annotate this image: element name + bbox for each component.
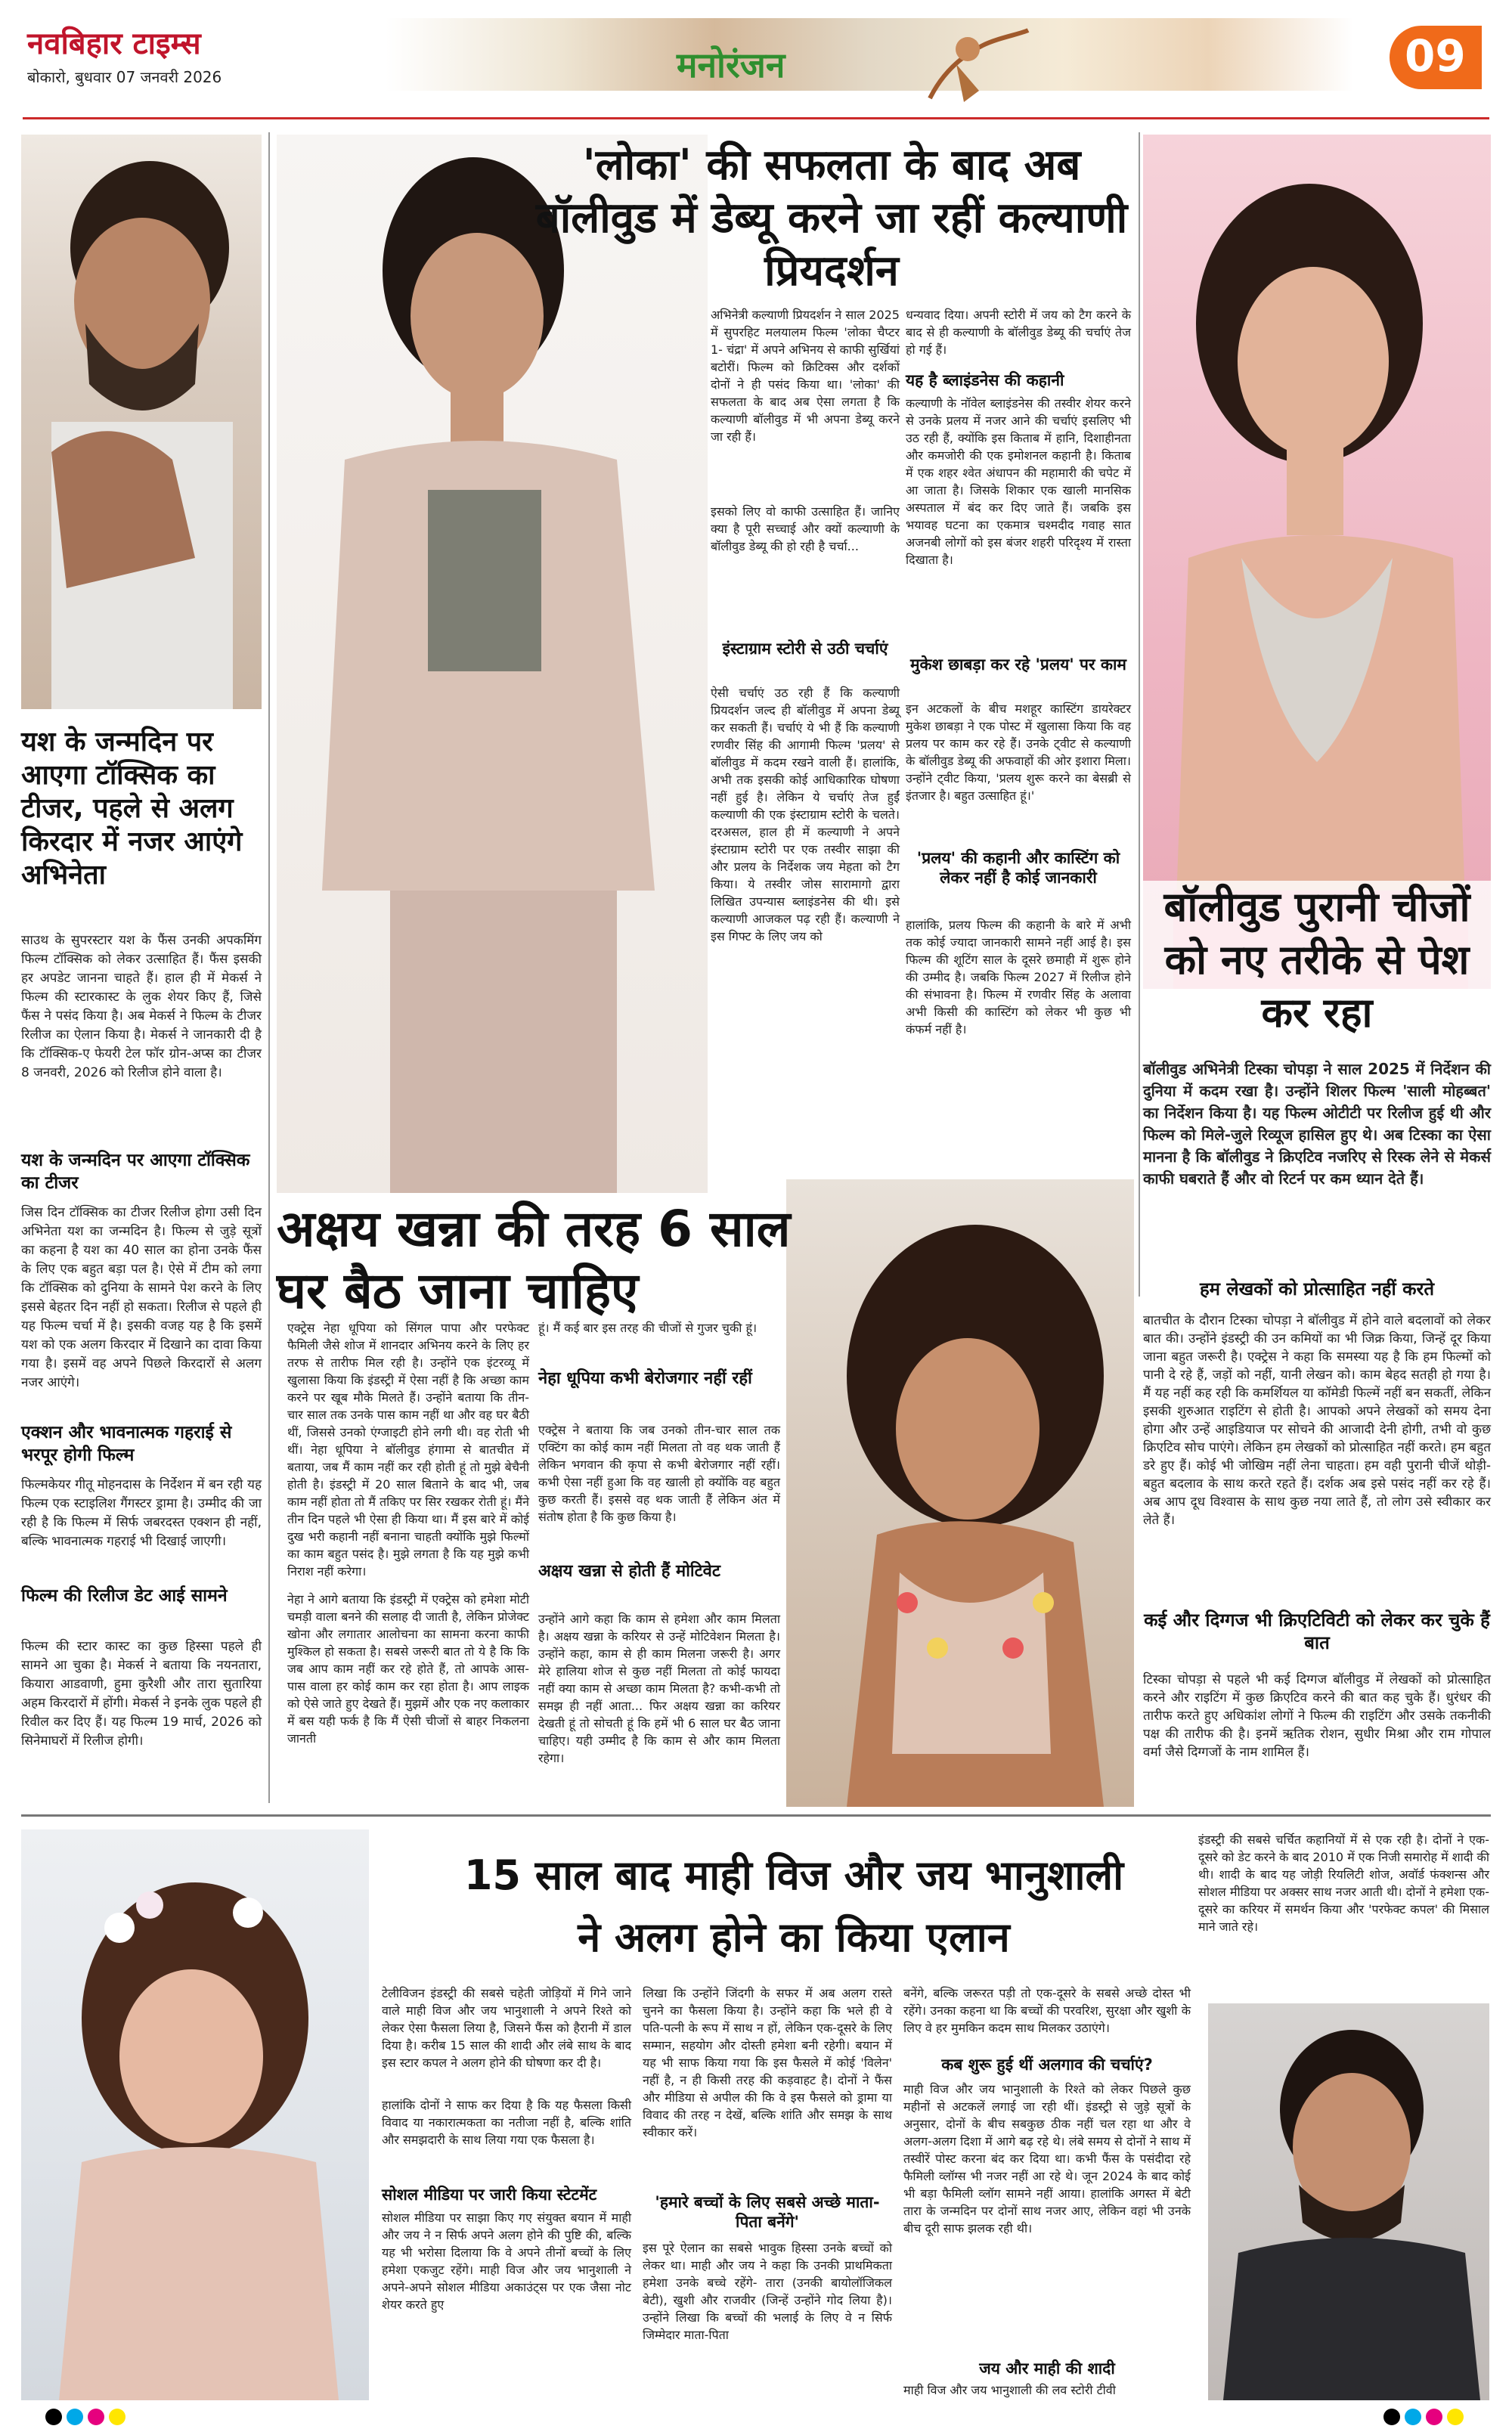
mahi-para-3: सोशल मीडिया पर साझा किए गए संयुक्त बयान में माही और जय ने न सिर्फ अपने अलग होने की पुष्टि की, बल्कि यह भी भरोसा दिलाया कि वे अपने तीनों बच्चों के लिए हमेशा एकजुट रहेंगे। माही विज और जय भानुशाली ने अपने-अपने सोशल मीडिया अकाउंट्स पर एक जैसा नोट शेयर करते हुए xyxy=(382,2211,631,2312)
neha-portrait-icon xyxy=(786,1179,1134,1807)
neha-para-1: एक्ट्रेस नेहा धूपिया को सिंगल पापा और परफेक्ट फैमिली जैसे शोज में शानदार अभिनय करने के लिए हर तरफ से तारीफ मिल रही है। उन्होंने एक इंटरव्यू में खुलासा किया कि इंडस्ट्री में ऐसा नहीं है कि अच्छा काम करने पर खूब मौके मिलते हैं। उन्होंने बताया कि तीन-चार साल तक उनके पास काम नहीं था और वह घर बैठी थीं, जिससे उनको एंग्जाइटी होने लगी थी। वह रोती भी थीं। नेहा धूपिया ने बॉलीवुड हंगामा से बातचीत में बताया, जब मैं काम नहीं कर रही होती हूं तो मुझे बेचैनी होती है। इंडस्ट्री में 20 साल बिताने के बाद भी, जब काम नहीं होता तो मैं तकिए पर सिर रखकर रोती हूं। मैंने तीन दिन पहले भी ऐसा ही किया था। मैं इस बारे में कोई दुख भरी कहानी नहीं बनाना चाहती क्योंकि मुझे फिल्मों का काम बहुत पसंद है। मुझे लगता है कि यह मुझे कभी निराश नहीं करेगा। xyxy=(287,1321,529,1579)
jay-portrait-icon xyxy=(1208,2003,1489,2400)
mahi-para-7: माही विज और जय भानुशाली के रिश्ते को लेकर पिछले कुछ महीनों से अटकलें लगाई जा रही थीं। इंडस्ट्री से जुड़े सूत्रों के अनुसार, दोनों के बीच सबकुछ ठीक नहीं चल रहा था और वे अलग-अलग दिशा में आगे बढ़ रहे थे। लंबे समय से दोनों ने साथ में तस्वीरें पोस्ट करना बंद कर दिया था। कभी फैंस के पसंदीदा रहे फैमिली व्लॉग्स भी नजर नहीं आ रहे थे। जून 2024 के बाद कोई भी बड़ा फैमिली व्लॉग सामने नहीं आया। हालांकि अगस्त में बेटी तारा के जन्मदिन पर दोनों साथ नजर आए, लेकिन वहां भी उनके बीच दूरी साफ झलक रही थी। xyxy=(903,2082,1191,2235)
jay-photo xyxy=(1208,2003,1489,2400)
section-divider xyxy=(21,1814,1491,1817)
registration-mark xyxy=(109,2409,125,2425)
masthead-collage xyxy=(386,18,1353,91)
registration-mark xyxy=(88,2409,104,2425)
flute-figure-icon xyxy=(915,23,1036,106)
tisca-para-1: बातचीत के दौरान टिस्का चोपड़ा ने बॉलीवुड में होने वाले बदलावों को लेकर बात की। उन्होंने इंडस्ट्री की उन कमियों का भी जिक्र किया, जिन्हें दूर किया जाना बहुत जरूरी है। एक्ट्रेस ने कहा कि समस्या यह है कि हम फिल्मों को पानी दे रहे हैं, जड़ों को नहीं, यानी लेखन को। काम बेहद सतही हो गया है। मैं यह नहीं कह रही कि कमर्शियल या कॉमेडी फिल्में नहीं बन सकतीं, लेकिन इसकी शुरुआत राइटिंग से होती है। आपको अपने लेखकों को समय देना होगा और उन्हें आइडियाज पर सोचने की आजादी देनी होगी, तभी वो कुछ क्रिएटिव सोच पाएंगे। लेकिन हम लेखकों को प्रोत्साहित नहीं करते। हम बहुत डरे हुए हैं। कोई भी जोखिम नहीं लेना चाहता। हम वही पुरानी चीजें थोड़ी-बहुत बदलाव के साथ करते रहते हैं। दर्शक अब इसे पसंद नहीं कर रहे हैं। अब आप दूध विश्वास के साथ कुछ नया लाते हैं, तो लोग उसे स्वीकार कर लेते हैं। xyxy=(1143,1313,1491,1528)
yash-para-2: जिस दिन टॉक्सिक का टीजर रिलीज होगा उसी दिन अभिनेता यश का जन्मदिन है। फिल्म से जुड़े सूत्रों का कहना है यश का 40 साल का होना उनके फैंस के लिए एक बहुत बड़ा पल है। ऐसे में टीम को लगा कि टॉक्सिक को दुनिया के सामने पेश करने के लिए इससे बेहतर दिन नहीं हो सकता। रिलीज से पहले ही यह फिल्म चर्चा में है। इसकी वजह यह है कि इसमें यश को एक अलग किरदार में दिखाने का दावा किया गया है। इसमें वह अपने पिछले किरदारों से अलग नजर आएंगे। xyxy=(21,1205,262,1390)
kalyani-headline: 'लोका' की सफलता के बाद अब बॉलीवुड में डेब्यू करने जा रहीं कल्याणी प्रियदर्शन xyxy=(535,141,1128,296)
tisca-lead: बॉलीवुड अभिनेत्री टिस्का चोपड़ा ने साल 2025 में निर्देशन की दुनिया में कदम रखा है। उन्होंने शिलर फिल्म 'साली मोहब्बत' का निर्देशन किया है। यह फिल्म ओटीटी पर रिलीज हुई थी और फिल्म को मिले-जुले रिव्यूज हासिल हुए थे। अब टिस्का का ऐसा मानना है कि बॉलीवुड ने क्रिएटिव नजरिए से रिस्क लेने से मेकर्स काफी घबराते हैं और वो रिटर्न पर कम ध्यान देते हैं। xyxy=(1143,1060,1491,1188)
registration-mark xyxy=(1405,2409,1421,2425)
kalyani-para-6: इन अटकलों के बीच मशहूर कास्टिंग डायरेक्टर मुकेश छाबड़ा ने एक पोस्ट में खुलासा किया कि वह प्रलय पर काम कर रहे हैं। उनके ट्वीट से कल्याणी के बॉलीवुड डेब्यू की अफवाहों की ओर इशारा मिला। उन्होंने ट्वीट किया, 'प्रलय शुरू करने का बेसब्री से इंतजार है। बहुत उत्साहित हूं।' xyxy=(906,702,1131,803)
neha-para-2: नेहा ने आगे बताया कि इंडस्ट्री में एक्ट्रेस को हमेशा मोटी चमड़ी वाला बनने की सलाह दी जाती है, लेकिन प्रोजेक्ट खोना और लगातार आलोचना का सामना करना काफी मुश्किल हो सकता है। सबसे जरूरी बात तो ये है कि कि जब आप काम नहीं कर रहे होते हैं, तो आपके आस-पास वाला हर कोई काम कर रहा होता है। आप लाइक को ऐसे जाते हुए देखते हैं। मुझमें और एक नए कलाकार में बस यही फर्क है कि मैं ऐसी चीजों से बाहर निकलना जानती xyxy=(287,1592,529,1746)
neha-subhead-2: अक्षय खन्ना से होती हैं मोटिवेट xyxy=(538,1562,721,1581)
kalyani-subhead-4: 'प्रलय' की कहानी और कास्टिंग को लेकर नहीं है कोई जानकारी xyxy=(916,849,1120,887)
kalyani-para-3: ऐसी चर्चाएं उठ रही हैं कि कल्याणी प्रियदर्शन जल्द ही बॉलीवुड में अपना डेब्यू कर सकती हैं। चर्चाएं ये भी हैं कि कल्याणी रणवीर सिंह की आगामी फिल्म 'प्रलय' से बॉलीवुड में कदम रखने वाली हैं। हालांकि, अभी तक इसकी कोई आधिकारिक घोषणा नहीं हुई है। लेकिन ये चर्चाएं तेज हुईं कल्याणी की एक इंस्टाग्राम स्टोरी के चलते। दरअसल, हाल ही में कल्याणी ने अपने इंस्टाग्राम स्टोरी पर एक तस्वीर साझा की और प्रलय के निर्देशक जय मेहता को टैग किया। ये तस्वीर जोस सारामागो द्वारा लिखित उपन्यास ब्लाइंडनेस की थी। इसे कल्याणी आजकल पढ़ रही हैं। कल्याणी ने इस गिफ्ट के लिए जय को xyxy=(711,686,900,943)
paper-name: नवबिहार टाइम्स xyxy=(27,26,201,61)
yash-subhead-3: फिल्म की रिलीज डेट आई सामने xyxy=(21,1586,228,1606)
neha-para-4: एक्ट्रेस ने बताया कि जब उनको तीन-चार साल तक एक्टिंग का कोई काम नहीं मिलता तो वह थक जाती हैं लेकिन भगवान की कृपा से कभी बेरोजगार नहीं रहीं। कभी ऐसा नहीं हुआ कि वह खाली हो क्योंकि वह बहुत कुछ करती हैं। इससे वह थक जाती हैं लेकिन अंत में संतोष होता है कि कुछ किया है। xyxy=(538,1423,780,1524)
neha-para-5: उन्होंने आगे कहा कि काम से हमेशा और काम मिलता है। अक्षय खन्ना के करियर से उन्हें मोटिवेशन मिलता है। उन्होंने कहा, काम से ही काम मिलना जरूरी है। अगर मेरे हालिया शोज से कुछ नहीं मिलता तो कोई फायदा नहीं क्या काम से अच्छा काम मिलता है? कभी-कभी तो समझ ही नहीं आता... फिर अक्षय खन्ना का करियर देखती हूं तो सोचती हूं कि हमें भी 6 साल घर बैठ जाना चाहिए। यही उम्मीद है कि काम से और काम मिलता रहेगा। xyxy=(538,1612,780,1765)
neha-photo xyxy=(786,1179,1134,1807)
mahi-headline-2: ने अलग होने का किया एलान xyxy=(578,1913,1010,1961)
registration-mark xyxy=(67,2409,83,2425)
yash-subhead-2: एक्शन और भावनात्मक गहराई से भरपूर होगी फिल्म xyxy=(21,1423,232,1465)
section-label: मनोरंजन xyxy=(677,45,785,85)
tisca-para-2: टिस्का चोपड़ा से पहले भी कई दिग्गज बॉलीवुड में लेखकों को प्रोत्साहित करने और राइटिंग में कुछ क्रिएटिव करने की बात कह चुके हैं। धुरंधर की तारीफ करते हुए अधिकांश लोगों ने फिल्म की राइटिंग और उसके तकनीकी पक्ष की तारीफ की है। इनमें ऋतिक रोशन, सुधीर मिश्रा और राम गोपाल वर्मा जैसे दिग्गजों के नाम शामिल हैं। xyxy=(1143,1672,1491,1760)
yash-para-4: फिल्म की स्टार कास्ट का कुछ हिस्सा पहले ही सामने आ चुका है। मेकर्स ने बताया कि नयनतारा, कियारा आडवाणी, हुमा कुरैशी और तारा सुतारिया अहम किरदारों में होंगी। मेकर्स ने इनके लुक पहले ही रिवील कर दिए हैं। यह फिल्म 19 मार्च, 2026 को सिनेमाघरों में रिलीज होगी। xyxy=(21,1639,262,1749)
yash-subhead-1: यश के जन्मदिन पर आएगा टॉक्सिक का टीजर xyxy=(21,1151,250,1193)
page-number: 09 xyxy=(1405,30,1466,82)
mahi-para-2: हालांकि दोनों ने साफ कर दिया है कि यह फैसला किसी विवाद या नकारात्मकता का नतीजा नहीं है, बल्कि शांति और समझदारी के साथ लिया गया एक फैसला है। xyxy=(382,2098,631,2147)
kalyani-subhead-2: यह है ब्लाइंडनेस की कहानी xyxy=(906,371,1064,389)
kalyani-para-5: कल्याणी के नॉवेल ब्लाइंडनेस की तस्वीर शेयर करने से उनके प्रलय में नजर आने की चर्चाएं इसलिए भी उठ रही हैं, क्योंकि इस किताब में हानि, दिशाहीनता और कमजोरी की एक इमोशनल कहानी है। किताब में एक शहर श्वेत अंधापन की महामारी की चपेट में आ जाता है। जिसके शिकार एक खाली मानसिक अस्पताल में बंद कर दिए जाते हैं। जबकि इस भयावह घटना का एकमात्र चश्मदीद गवाह सात अजनबी लोगों को इस बंजर शहरी परिदृश्य में रास्ता दिखाता है। xyxy=(906,396,1131,567)
mahi-subhead-3: कब शुरू हुई थीं अलगाव की चर्चाएं? xyxy=(941,2056,1153,2074)
mahi-para-5: इस पूरे ऐलान का सबसे भावुक हिस्सा उनके बच्चों को लेकर था। माही और जय ने कहा कि उनकी प्राथमिकता हमेशा उनके बच्चे रहेंगे- तारा (उनकी बायोलॉजिकल बेटी), खुशी और राजवीर (जिन्हें उन्होंने गोद लिया है)। उन्होंने लिखा कि बच्चों की भलाई के लिए वे न सिर्फ जिम्मेदार माता-पिता xyxy=(643,2241,892,2342)
yash-photo xyxy=(21,135,262,709)
mahi-para-4: लिखा कि उन्होंने जिंदगी के सफर में अब अलग रास्ते चुनने का फैसला किया है। उन्होंने कहा कि भले ही वे पति-पत्नी के रूप में साथ न हों, लेकिन एक-दूसरे के लिए सम्मान, सहयोग और दोस्ती हमेशा बनी रहेगी। बयान में यह भी साफ किया गया कि इस फैसले में कोई 'विलेन' नहीं है, न ही किसी तरह की कड़वाहट है। दोनों ने फैंस और मीडिया से अपील की कि वे इस फैसले को ड्रामा या विवाद की तरह न देखें, बल्कि शांति और समझ के साथ स्वीकार करें। xyxy=(643,1986,892,2139)
mahi-subhead-1: सोशल मीडिया पर जारी किया स्टेटमेंट xyxy=(382,2186,597,2204)
kalyani-para-1: अभिनेत्री कल्याणी प्रियदर्शन ने साल 2025 में सुपरहिट मलयालम फिल्म 'लोका चैप्टर 1- चंद्रा' में अपने अभिनय से काफी सुर्खियां बटोरीं। फिल्म को क्रिटिक्स और दर्शकों दोनों ने ही पसंद किया था। 'लोका' की सफलता के बाद अब ऐसा लगता है कि कल्याणी बॉलीवुड में भी अपना डेब्यू करने जा रही हैं। xyxy=(711,308,900,444)
mahi-para-9: इंडस्ट्री की सबसे चर्चित कहानियों में से एक रही है। दोनों ने एक-दूसरे को डेट करने के बाद 2010 में एक निजी समारोह में शादी की थी। शादी के बाद यह जोड़ी रियलिटी शोज, अवॉर्ड फंक्शन्स और सोशल मीडिया पर अक्सर साथ नजर आती थी। दोनों ने हमेशा एक-दूसरे का करियर में समर्थन किया और 'परफेक्ट कपल' की मिसाल माने जाते रहे। xyxy=(1198,1833,1489,1934)
kalyani-para-2: इसको लिए वो काफी उत्साहित हैं। जानिए क्या है पूरी सच्चाई और क्यों कल्याणी के बॉलीवुड डेब्यू की हो रही है चर्चा... xyxy=(711,504,900,553)
neha-subhead-1: नेहा धूपिया कभी बेरोजगार नहीं रहीं xyxy=(538,1369,752,1388)
tisca-subhead-1: हम लेखकों को प्रोत्साहित नहीं करते xyxy=(1199,1278,1435,1300)
kalyani-para-4: धन्यवाद दिया। अपनी स्टोरी में जय को टैग करने के बाद से ही कल्याणी के बॉलीवुड डेब्यू की चर्चाएं तेज हो गई हैं। xyxy=(906,308,1131,357)
neha-headline: अक्षय खन्ना की तरह 6 साल घर बैठ जाना चाहिए xyxy=(277,1200,791,1320)
kalyani-para-7: हालांकि, प्रलय फिल्म की कहानी के बारे में अभी तक कोई ज्यादा जानकारी सामने नहीं आई है। इस फिल्म की शूटिंग साल के दूसरे छमाही में शुरू होने की उम्मीद है। जबकि फिल्म 2027 में रिलीज होने की संभावना है। फिल्म में रणवीर सिंह के अलावा अभी किसी की कास्टिंग को लेकर भी कुछ भी कंफर्म नहीं है। xyxy=(906,918,1131,1036)
tisca-portrait-icon xyxy=(1143,135,1491,989)
mahi-para-8: माही विज और जय भानुशाली की लव स्टोरी टीवी xyxy=(903,2383,1116,2397)
kalyani-subhead-1: इंस्टाग्राम स्टोरी से उठी चर्चाएं xyxy=(722,640,888,658)
mahi-portrait-icon xyxy=(21,1829,369,2400)
mahi-para-1: टेलीविजन इंडस्ट्री की सबसे चहेती जोड़ियों में गिने जाने वाले माही विज और जय भानुशाली ने अपने रिश्ते को लेकर ऐसा फैसला लिया है, जिसने फैंस को हैरानी में डाल दिया है। करीब 15 साल की शादी और लंबे साथ के बाद इस स्टार कपल ने अलग होने की घोषणा कर दी है। xyxy=(382,1986,631,2070)
mahi-para-6: बनेंगे, बल्कि जरूरत पड़ी तो एक-दूसरे के सबसे अच्छे दोस्त भी रहेंगे। उनका कहना था कि बच्चों की परवरिश, सुरक्षा और खुशी के लिए वे हर मुमकिन कदम साथ मिलकर उठाएंगे। xyxy=(903,1986,1191,2035)
mahi-subhead-2: 'हमारे बच्चों के लिए सबसे अच्छे माता-पिता बनेंगे' xyxy=(655,2193,880,2231)
mahi-photo xyxy=(21,1829,369,2400)
yash-headline: यश के जन्मदिन पर आएगा टॉक्सिक का टीजर, पहले से अलग किरदार में नजर आएंगे अभिनेता xyxy=(21,727,243,891)
column-divider xyxy=(1139,132,1140,1297)
column-divider xyxy=(268,132,270,1803)
tisca-subhead-2: कई और दिग्गज भी क्रिएटिविटी को लेकर कर चुके हैं बात xyxy=(1144,1610,1490,1653)
neha-para-3: हूं। मैं कई बार इस तरह की चीजों से गुजर चुकी हूं। xyxy=(538,1321,758,1335)
dateline: बोकारो, बुधवार 07 जनवरी 2026 xyxy=(27,68,222,86)
mahi-subhead-4: जय और माही की शादी xyxy=(979,2359,1115,2378)
yash-para-3: फिल्मकेयर गीतू मोहनदास के निर्देशन में बन रही यह फिल्म एक स्टाइलिश गैंगस्टर ड्रामा है। उम्मीद की जा रही है कि फिल्म में सिर्फ जबरदस्त एक्शन ही नहीं, बल्कि भावनात्मक गहराई भी दिखाई जाएगी। xyxy=(21,1477,262,1549)
registration-mark xyxy=(1447,2409,1464,2425)
registration-mark xyxy=(45,2409,62,2425)
yash-portrait-icon xyxy=(21,135,262,709)
tisca-headline: बॉलीवुड पुरानी चीजों को नए तरीके से पेश कर रहा xyxy=(1143,881,1491,1039)
registration-mark xyxy=(1383,2409,1400,2425)
masthead-rule xyxy=(23,117,1489,119)
mahi-headline-1: 15 साल बाद माही विज और जय भानुशाली xyxy=(463,1851,1124,1899)
masthead xyxy=(0,0,1512,121)
registration-mark xyxy=(1426,2409,1442,2425)
kalyani-subhead-3: मुकेश छाबड़ा कर रहे 'प्रलय' पर काम xyxy=(910,655,1126,674)
yash-para-1: साउथ के सुपरस्टार यश के फैंस उनकी अपकमिंग फिल्म टॉक्सिक को लेकर उत्साहित हैं। फैंस इसकी हर अपडेट जानना चाहते हैं। हाल ही में मेकर्स ने फिल्म की स्टारकास्ट के लुक शेयर किए हैं, जिसे फैंस ने पसंद किया है। अब मेकर्स ने फिल्म के टीजर रिलीज का ऐलान किया है। मेकर्स ने जानकारी दी है कि टॉक्सिक-ए फेयरी टेल फॉर ग्रोन-अप्स का टीजर 8 जनवरी, 2026 को रिलीज होने वाला है। xyxy=(21,933,262,1080)
tisca-photo xyxy=(1143,135,1491,989)
